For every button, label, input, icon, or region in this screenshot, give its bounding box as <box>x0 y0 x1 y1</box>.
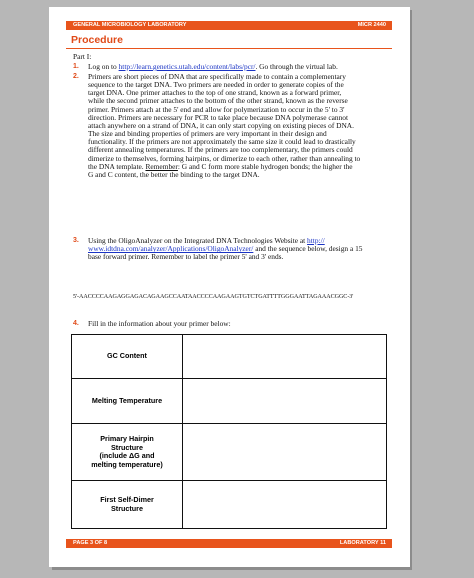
footer-bar <box>66 539 392 548</box>
section-title: Procedure <box>71 34 123 46</box>
text-fragment: : G and C form more stable hydrogen bonds; the higher the <box>177 161 353 171</box>
text-line: dimerize to themselves, forming hairpins, or dimerize to each other, rather than annealing to <box>88 153 361 163</box>
header-bar <box>66 21 392 30</box>
document-page <box>49 7 410 567</box>
text-fragment: the DNA template. <box>88 161 146 171</box>
step-1-prefix: Log on to <box>88 62 119 71</box>
label-line: First Self-Dimer <box>100 495 154 504</box>
text-line: attach anywhere on a strand of DNA, it can only start copying on existing pieces of DNA. <box>88 120 354 130</box>
text-line: The size and binding properties of primers are very important in their design and <box>88 129 327 139</box>
gc-content-cell[interactable] <box>183 335 387 379</box>
text-line: G and C content, the better the binding to the target DNA. <box>88 169 260 179</box>
step-4-number: 4. <box>73 320 79 327</box>
primer-info-table <box>71 334 387 529</box>
remember-emphasis: Remember <box>145 161 178 171</box>
text-line: different annealing temperatures. If the primers are too complementary, the primers could <box>88 145 353 155</box>
footer-page-number: PAGE 3 OF 8 <box>73 540 108 546</box>
text-line: sequence to the target DNA. Two primers are needed in order to generate copies of the <box>88 80 344 90</box>
table-row-label <box>72 379 183 424</box>
pcr-lab-link[interactable]: http://learn.genetics.utah.edu/content/labs/pcr/ <box>118 62 256 71</box>
step-2-text <box>88 73 360 179</box>
melting-temperature-cell[interactable] <box>183 379 387 424</box>
text-line: Primers are short pieces of DNA that are specifically made to contain a complementary <box>88 72 346 81</box>
dna-sequence: 5'-AACCCCAAGAGGAGACAGAAGCCAATAACCCCAAGAAGTGTCTGATTTTGGGAATTAGAAACGGC-3' <box>73 294 354 300</box>
label-line: Primary Hairpin <box>100 434 154 443</box>
hairpin-structure-cell[interactable] <box>183 424 387 481</box>
label-line: GC Content <box>107 351 147 361</box>
label-line: Melting Temperature <box>91 395 163 405</box>
table-row-label <box>72 335 183 379</box>
table-row-label <box>72 424 183 481</box>
oligoanalyzer-link-start[interactable]: http:// <box>307 236 325 245</box>
text-line: target DNA. One primer attaches to the top of one strand, known as a forward primer, <box>88 88 342 98</box>
step-1-number: 1. <box>73 63 79 70</box>
text-fragment: Using the OligoAnalyzer on the Integrated DNA Technologies Website at <box>88 236 308 245</box>
table-row <box>72 379 387 424</box>
text-line: functionality. If the primers are not approximately the same size it could lead to drastically <box>88 137 356 147</box>
header-course-code: MICR 2440 <box>357 22 386 28</box>
step-3-text <box>88 237 362 261</box>
label-line: melting temperature) <box>91 459 163 469</box>
label-line: Structure <box>111 503 143 513</box>
text-line: primer. Primers attach at the 5' end and allow for polymerization to occur in the 5' to 3' <box>88 104 345 114</box>
step-2-number: 2. <box>73 73 79 80</box>
text-line: direction. Primers are necessary for PCR to take place because DNA polymerase cannot <box>88 112 349 122</box>
oligoanalyzer-link[interactable]: www.idtdna.com/analyzer/Applications/OligoAnalyzer/ <box>88 244 254 254</box>
part-label: Part I: <box>73 52 92 61</box>
label-line: (include ΔG and <box>99 451 155 460</box>
table-row <box>72 424 387 481</box>
table-row-label <box>72 481 183 529</box>
label-line: Structure <box>111 442 143 452</box>
text-fragment: and the sequence below, design a 15 <box>253 244 363 254</box>
step-1-suffix: . Go through the virtual lab. <box>255 62 338 71</box>
step-4-text: Fill in the information about your primer below: <box>88 319 231 328</box>
step-3-number: 3. <box>73 237 79 244</box>
text-line: base forward primer. Remember to label the primer 5' and 3' ends. <box>88 252 284 262</box>
step-1-text <box>88 63 338 71</box>
text-line: while the second primer attaches to the bottom of the other strand, known as the reverse <box>88 96 348 106</box>
self-dimer-structure-cell[interactable] <box>183 481 387 529</box>
footer-lab-number: LABORATORY 11 <box>339 540 386 546</box>
header-course-title: GENERAL MICROBIOLOGY LABORATORY <box>73 22 187 28</box>
title-rule <box>66 48 392 49</box>
table-row <box>72 481 387 529</box>
table-row <box>72 335 387 379</box>
